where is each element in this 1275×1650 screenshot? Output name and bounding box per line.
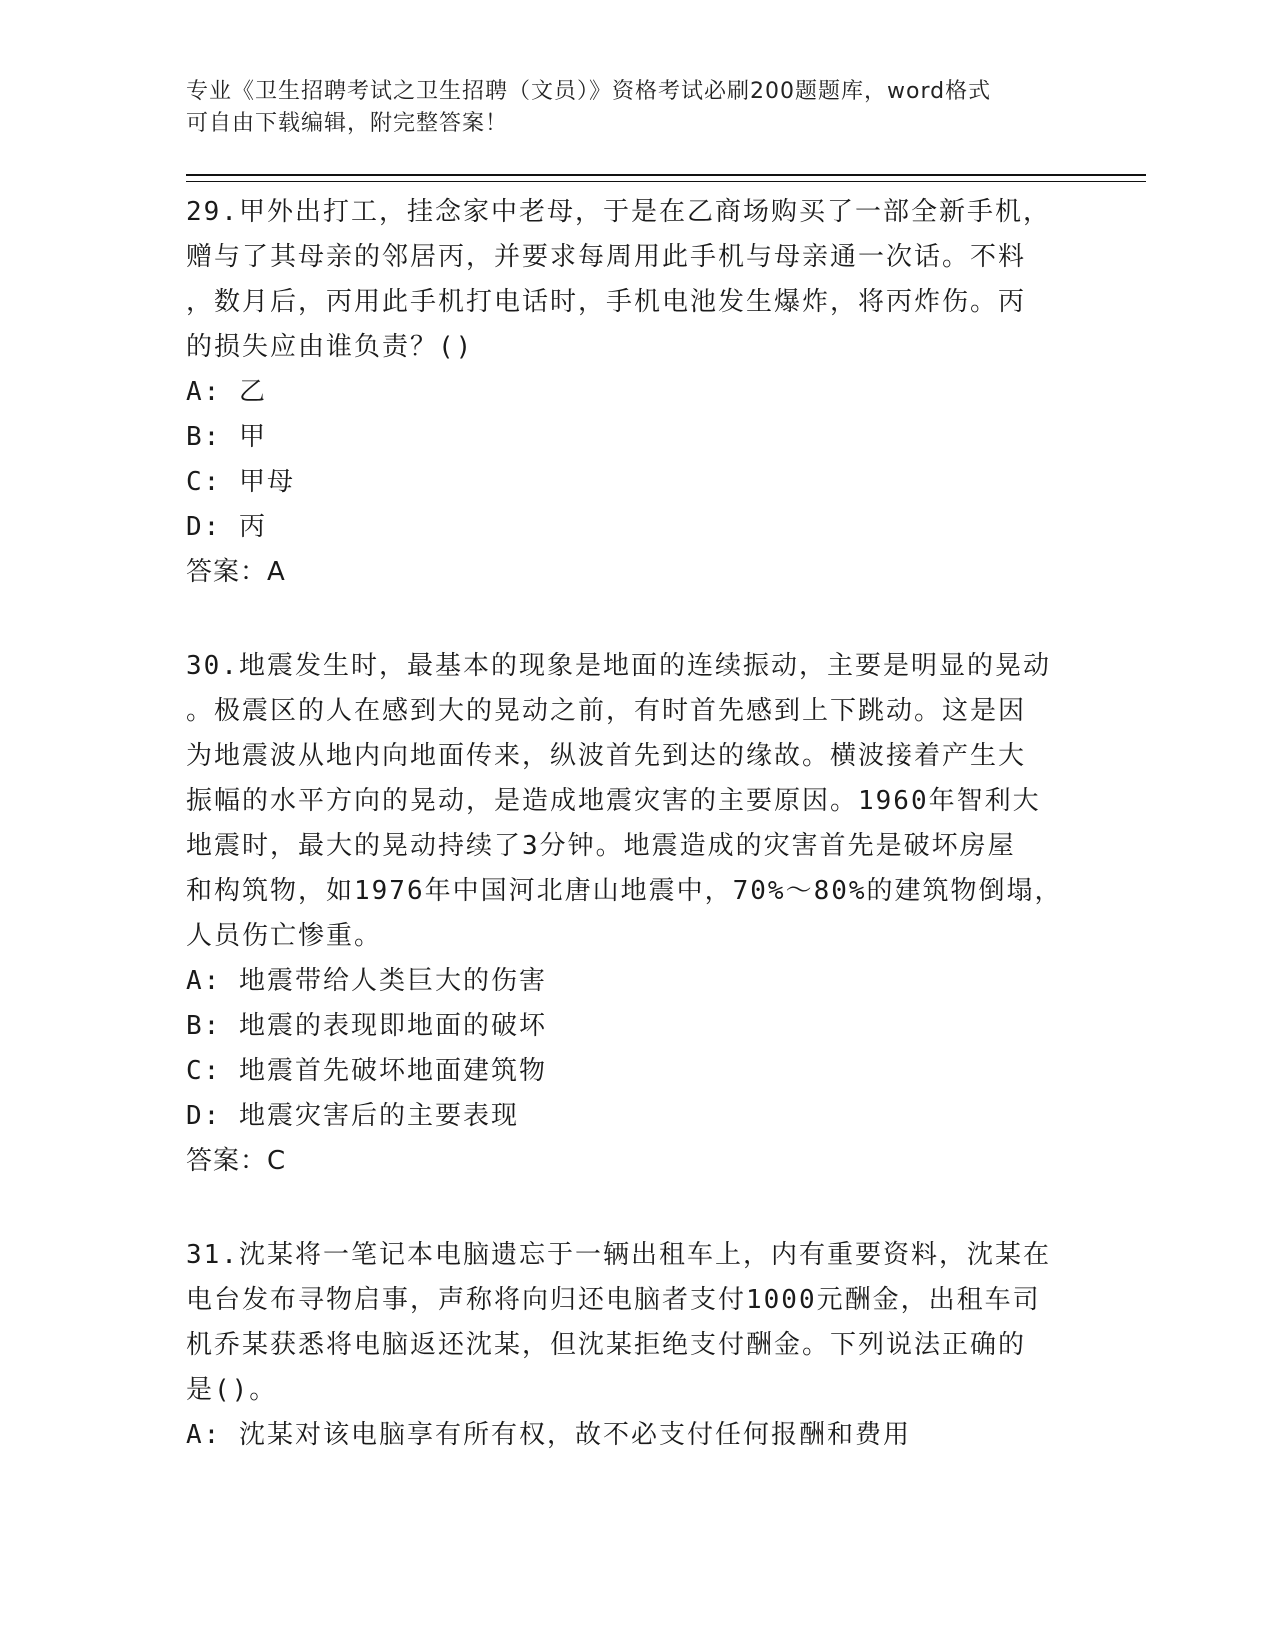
- question-text-line: 赠与了其母亲的邻居丙，并要求每周用此手机与母亲通一次话。不料: [186, 242, 1027, 272]
- header-rule-thin: [186, 181, 1146, 182]
- question-text-line: 31.沈某将一笔记本电脑遗忘于一辆出租车上，内有重要资料，沈某在: [186, 1240, 1051, 1270]
- question-text-line: 的损失应由谁负责？(): [186, 332, 474, 362]
- option-b: B: 地震的表现即地面的破坏: [186, 1011, 547, 1041]
- question-text-line: 是()。: [186, 1375, 278, 1405]
- question-29: [186, 190, 1086, 595]
- question-text-line: 地震时，最大的晃动持续了3分钟。地震造成的灾害首先是破坏房屋: [186, 831, 1016, 861]
- header-line-2: 可自由下载编辑，附完整答案！: [186, 111, 509, 136]
- question-text-line: 电台发布寻物启事，声称将向归还电脑者支付1000元酬金，出租车司: [186, 1285, 1041, 1315]
- option-a: A: 地震带给人类巨大的伤害: [186, 966, 547, 996]
- option-b: B: 甲: [186, 422, 267, 452]
- option-d: D: 地震灾害后的主要表现: [186, 1101, 519, 1131]
- option-c: C: 地震首先破坏地面建筑物: [186, 1056, 547, 1086]
- question-text-line: 30.地震发生时，最基本的现象是地面的连续振动，主要是明显的晃动: [186, 651, 1051, 681]
- header-line-1: 专业《卫生招聘考试之卫生招聘（文员）》资格考试必刷200题题库，word格式: [186, 79, 992, 104]
- question-text-line: ，数月后，丙用此手机打电话时，手机电池发生爆炸，将丙炸伤。丙: [186, 287, 1027, 317]
- question-list: [186, 190, 1086, 1507]
- header-rule-thick: [186, 174, 1146, 176]
- option-a: A: 乙: [186, 377, 267, 407]
- document-header: [186, 76, 1066, 140]
- question-text-line: 。极震区的人在感到大的晃动之前，有时首先感到上下跳动。这是因: [186, 696, 1027, 726]
- answer-label: 答案：A: [186, 557, 286, 587]
- question-text-line: 人员伤亡惨重。: [186, 921, 383, 951]
- question-text-line: 29.甲外出打工，挂念家中老母，于是在乙商场购买了一部全新手机，: [186, 197, 1051, 227]
- question-text-line: 振幅的水平方向的晃动，是造成地震灾害的主要原因。1960年智利大: [186, 786, 1041, 816]
- question-30: [186, 644, 1086, 1184]
- option-d: D: 丙: [186, 512, 267, 542]
- option-a: A: 沈某对该电脑享有所有权，故不必支付任何报酬和费用: [186, 1420, 911, 1450]
- question-text-line: 机乔某获悉将电脑返还沈某，但沈某拒绝支付酬金。下列说法正确的: [186, 1330, 1027, 1360]
- option-c: C: 甲母: [186, 467, 295, 497]
- answer-label: 答案：C: [186, 1146, 287, 1176]
- question-text-line: 为地震波从地内向地面传来，纵波首先到达的缘故。横波接着产生大: [186, 741, 1027, 771]
- question-text-line: 和构筑物，如1976年中国河北唐山地震中，70%～80%的建筑物倒塌，: [186, 876, 1063, 906]
- question-31: [186, 1233, 1086, 1458]
